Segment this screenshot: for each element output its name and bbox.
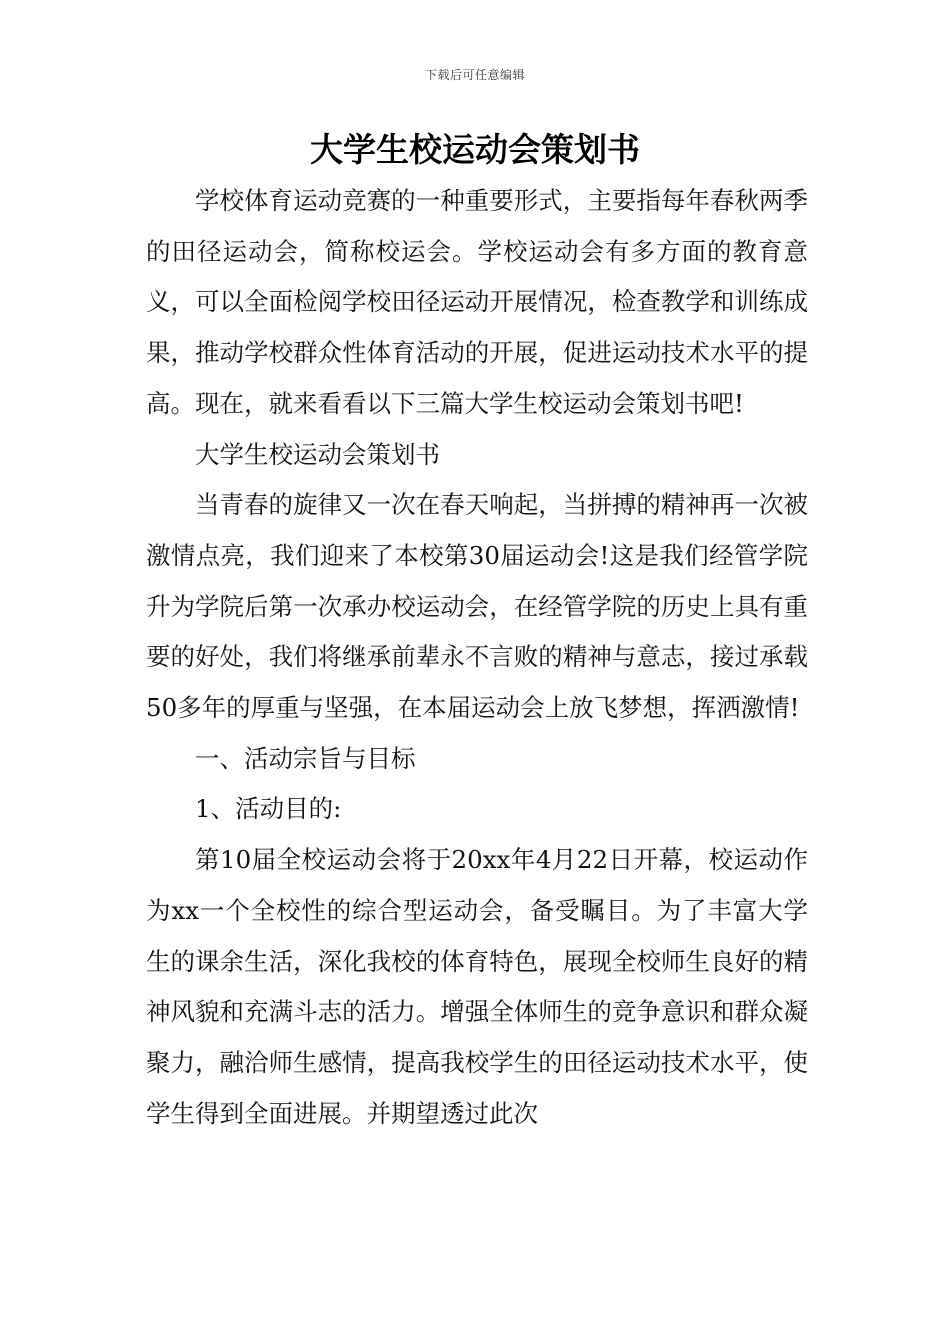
opening-paragraph: 当青春的旋律又一次在春天响起，当拼搏的精神再一次被激情点亮，我们迎来了本校第30届运动会!这是我们经管学院升为学院后第一次承办校运动会，在经管学院的历史上具有重要的好处，我们将继承前辈永不言败的精神与意志，接过承载50多年的厚重与坚强，在本届运动会上放飞梦想，挥洒激情! — [146, 490, 808, 723]
purpose-paragraph: 第10届全校运动会将于20xx年4月22日开幕，校运动作为xx一个全校性的综合型运动会，备受瞩目。为了丰富大学生的课余生活，深化我校的体育特色，展现全校师生良好的精神风貌和充满斗志的活力。增强全体师生的竞争意识和群众凝聚力，融洽师生感情，提高我校学生的田径运动技术水平，使学生得到全面进展。并期望透过此次 — [146, 845, 808, 1128]
page-header-note: 下载后可任意编辑 — [424, 68, 525, 82]
intro-paragraph: 学校体育运动竞赛的一种重要形式，主要指每年春秋两季的田径运动会，简称校运会。学校运动会有多方面的教育意义，可以全面检阅学校田径运动开展情况，检查教学和训练成果，推动学校群众性体育活动的开展，促进运动技术水平的提高。现在，就来看看以下三篇大学生校运动会策划书吧! — [146, 186, 808, 418]
section-subtitle: 大学生校运动会策划书 — [195, 439, 440, 469]
subsection-heading: 1、活动目的: — [195, 794, 342, 824]
section-heading: 一、活动宗旨与目标 — [195, 743, 416, 773]
document-body — [146, 176, 808, 1139]
document-title: 大学生校运动会策划书 — [310, 130, 640, 169]
